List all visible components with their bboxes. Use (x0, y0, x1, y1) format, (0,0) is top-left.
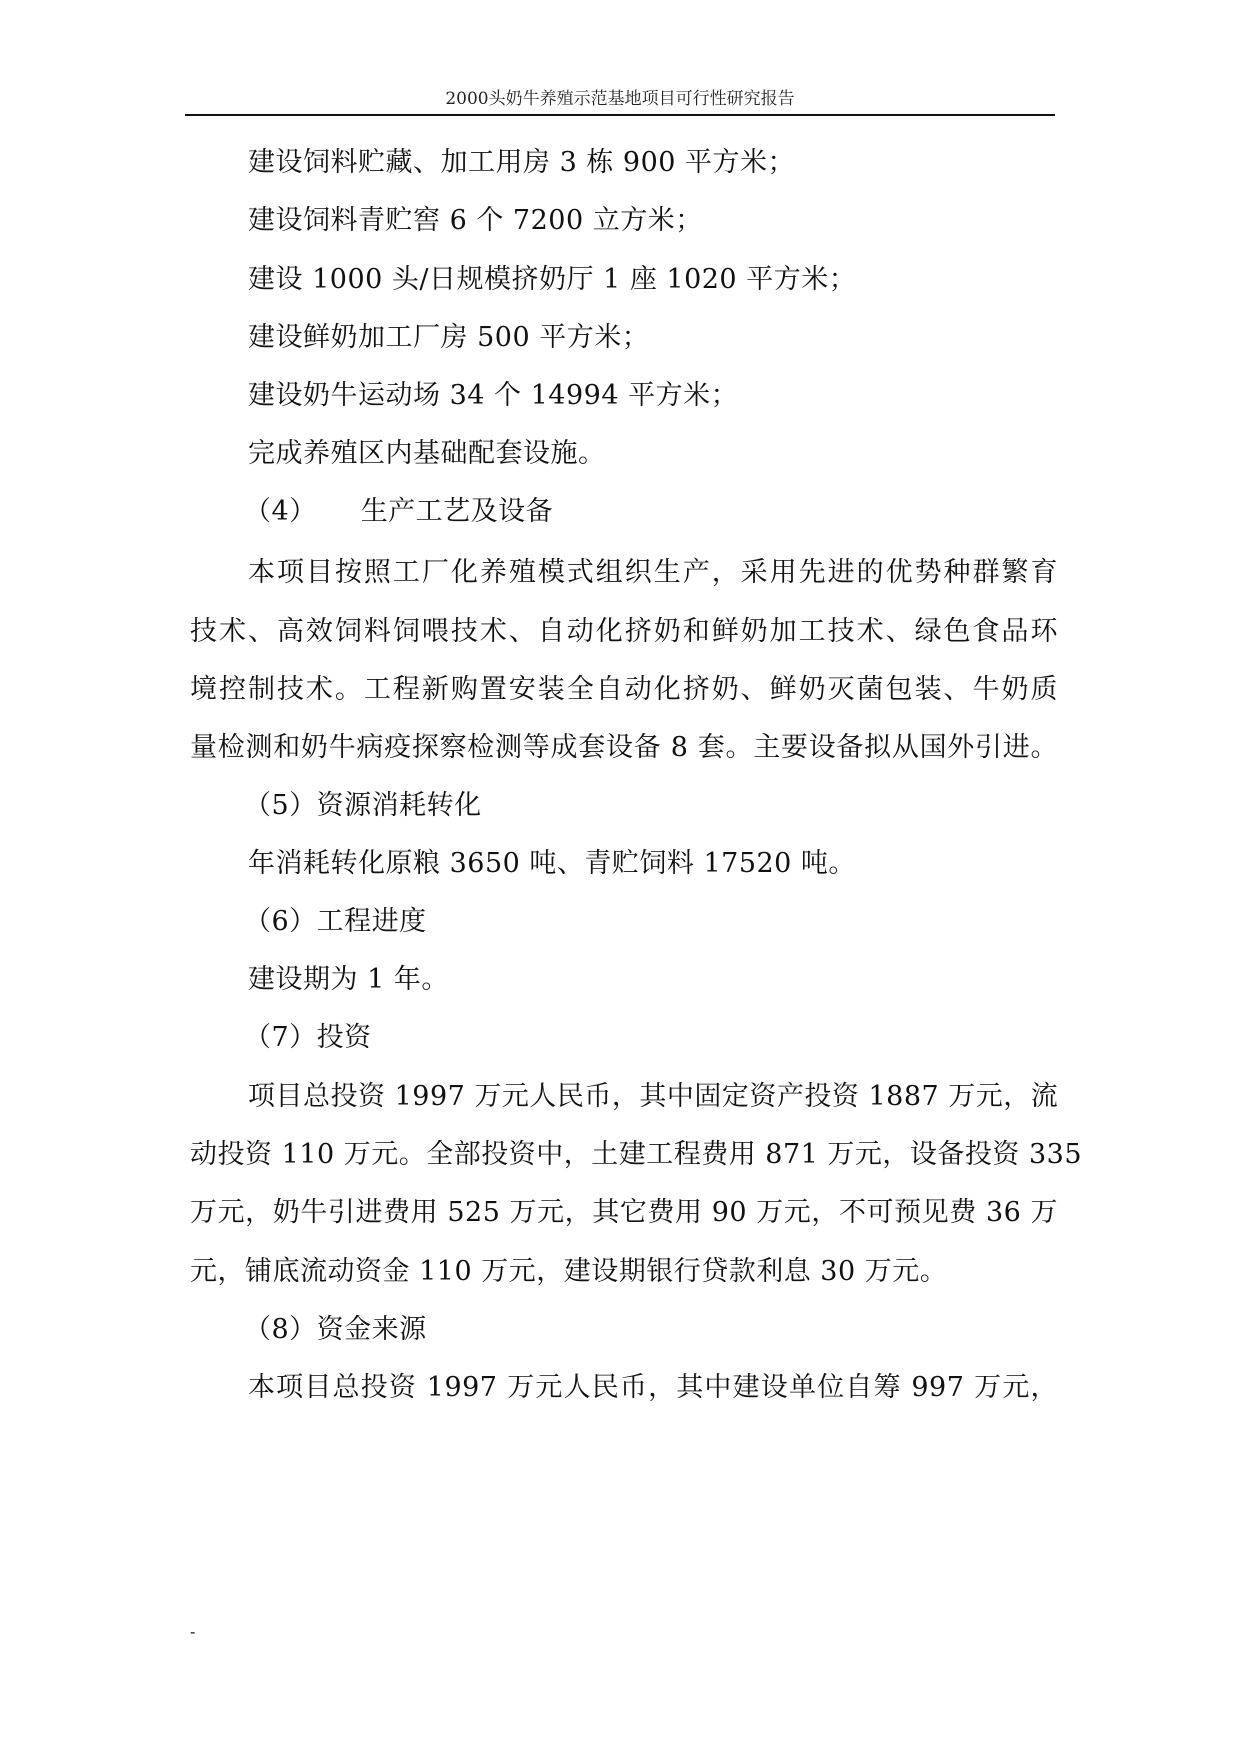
section-5-heading: （5）资源消耗转化 (244, 790, 482, 821)
section-4-title: 生产工艺及设备 (360, 496, 554, 527)
section-7-line: 元，铺底流动资金 110 万元，建设期银行贷款利息 30 万元。 (190, 1256, 948, 1287)
section-4-line: 技术、高效饲料饲喂技术、自动化挤奶和鲜奶加工技术、绿色食品环 (190, 616, 1058, 647)
section-8-text: 本项目总投资 1997 万元人民币，其中建设单位自筹 997 万元， (248, 1372, 1058, 1403)
page-header-title: 2000头奶牛养殖示范基地项目可行性研究报告 (445, 89, 795, 109)
section-5-text: 年消耗转化原粮 3650 吨、青贮饲料 17520 吨。 (248, 848, 856, 879)
paragraph-line: 建设鲜奶加工厂房 500 平方米； (248, 322, 650, 353)
paragraph-line: 完成养殖区内基础配套设施。 (248, 438, 606, 469)
section-6-text: 建设期为 1 年。 (248, 964, 449, 995)
footer-mark: - (190, 1622, 196, 1641)
section-7-line: 项目总投资 1997 万元人民币，其中固定资产投资 1887 万元，流 (248, 1081, 1059, 1112)
paragraph-line: 建设 1000 头/日规模挤奶厅 1 座 1020 平方米； (248, 264, 857, 295)
paragraph-line: 建设饲料贮藏、加工用房 3 栋 900 平方米； (248, 147, 796, 178)
section-4-line: 本项目按照工厂化养殖模式组织生产，采用先进的优势种群繁育 (248, 557, 1058, 588)
paragraph-line: 建设饲料青贮窖 6 个 7200 立方米； (248, 205, 703, 236)
section-4-number: （4） (244, 496, 317, 527)
section-7-line: 万元，奶牛引进费用 525 万元，其它费用 90 万元，不可预见费 36 万 (190, 1197, 1058, 1228)
section-4-line: 量检测和奶牛病疫探察检测等成套设备 8 套。主要设备拟从国外引进。 (190, 732, 1058, 763)
section-4-line: 境控制技术。工程新购置安装全自动化挤奶、鲜奶灭菌包装、牛奶质 (190, 674, 1058, 705)
header-divider (185, 114, 1055, 116)
section-7-heading: （7）投资 (244, 1022, 372, 1053)
paragraph-line: 建设奶牛运动场 34 个 14994 平方米； (248, 380, 739, 411)
section-4-heading (244, 492, 553, 532)
section-6-heading: （6）工程进度 (244, 906, 427, 937)
section-8-heading: （8）资金来源 (244, 1314, 427, 1345)
section-7-line: 动投资 110 万元。全部投资中，土建工程费用 871 万元，设备投资 335 (190, 1139, 1083, 1170)
